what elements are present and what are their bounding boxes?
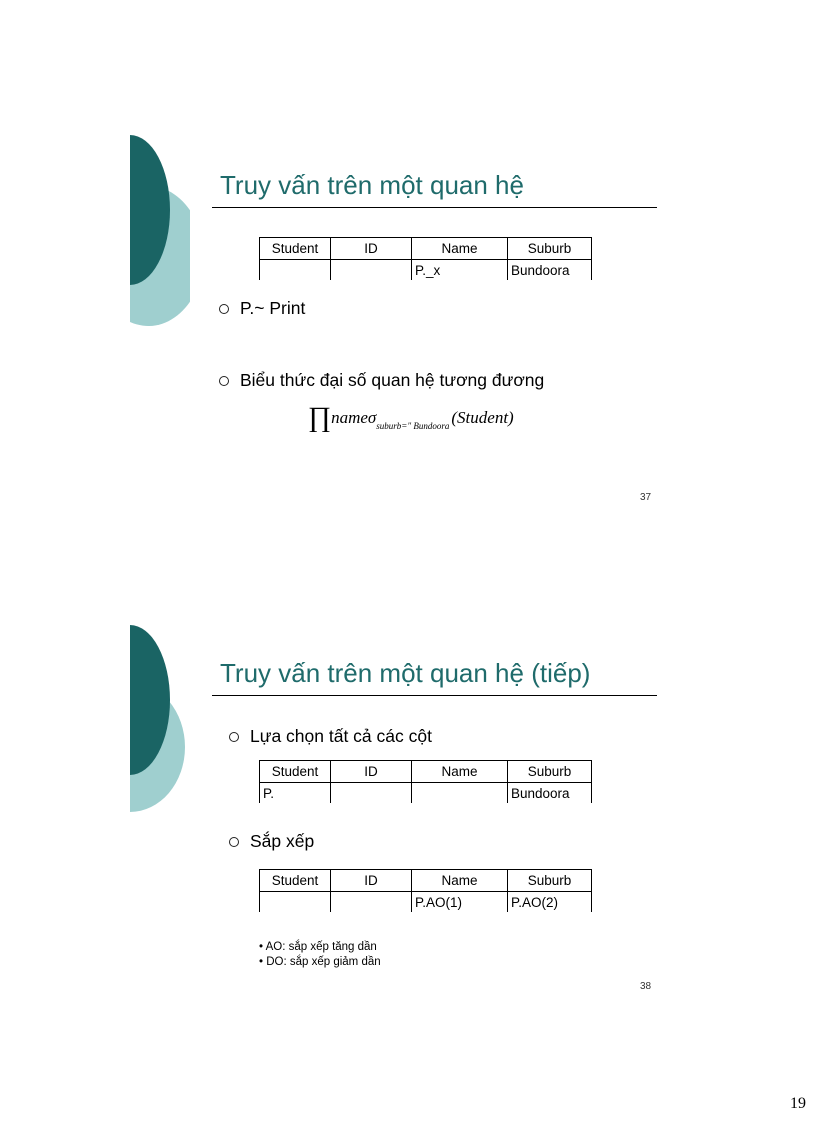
table-cell (331, 783, 412, 804)
slide-number: 37 (640, 492, 652, 503)
table-cell: Bundoora (508, 260, 592, 281)
slide-number: 38 (640, 981, 652, 992)
bullet-item (229, 726, 432, 747)
title-underline (212, 695, 657, 696)
page-number: 19 (790, 1095, 806, 1112)
qbe-table (259, 869, 592, 912)
table-header-cell: Student (260, 870, 331, 892)
projection-symbol: ∏ (308, 402, 332, 433)
selection-symbol: σ (367, 408, 377, 427)
table-cell: P. (260, 783, 331, 804)
table-cell: Bundoora (508, 783, 592, 804)
slide-decoration-circles (0, 0, 190, 830)
table-header-cell: Suburb (508, 238, 592, 260)
table-header-cell: Suburb (508, 761, 592, 783)
bullet-item (229, 831, 314, 852)
table-header-cell: Name (412, 870, 508, 892)
note-line: • DO: sắp xếp giảm dần (259, 956, 381, 968)
table-header-cell: ID (331, 238, 412, 260)
bullet-text: Biểu thức đại số quan hệ tương đương (240, 370, 545, 390)
table-cell (412, 783, 508, 804)
table-cell: P.AO(1) (412, 892, 508, 913)
bullet-text: Lựa chọn tất cả các cột (250, 726, 432, 746)
slide-title: Truy vấn trên một quan hệ (220, 170, 524, 200)
table-cell: P.AO(2) (508, 892, 592, 913)
sort-notes (259, 940, 381, 970)
table-header-cell: Suburb (508, 870, 592, 892)
bullet-text: P.~ Print (240, 298, 306, 318)
table-header-cell: Student (260, 761, 331, 783)
formula-subscript: suburb=" Bundoora (376, 421, 450, 431)
table-header-cell: Name (412, 761, 508, 783)
table-header-cell: Student (260, 238, 331, 260)
formula-argument: (Student) (451, 408, 514, 427)
table-cell: P._x (412, 260, 508, 281)
slide-title: Truy vấn trên một quan hệ (tiếp) (220, 658, 591, 688)
table-cell (331, 892, 412, 913)
note-line: • AO: sắp xếp tăng dần (259, 941, 377, 953)
bullet-circle-icon (229, 837, 239, 847)
bullet-text: Sắp xếp (250, 831, 315, 851)
formula-projection-attr: name (331, 408, 368, 427)
table-header-cell: ID (331, 761, 412, 783)
bullet-circle-icon (229, 732, 239, 742)
qbe-table (259, 760, 592, 803)
table-header-cell: Name (412, 238, 508, 260)
table-cell (260, 892, 331, 913)
table-header-cell: ID (331, 870, 412, 892)
